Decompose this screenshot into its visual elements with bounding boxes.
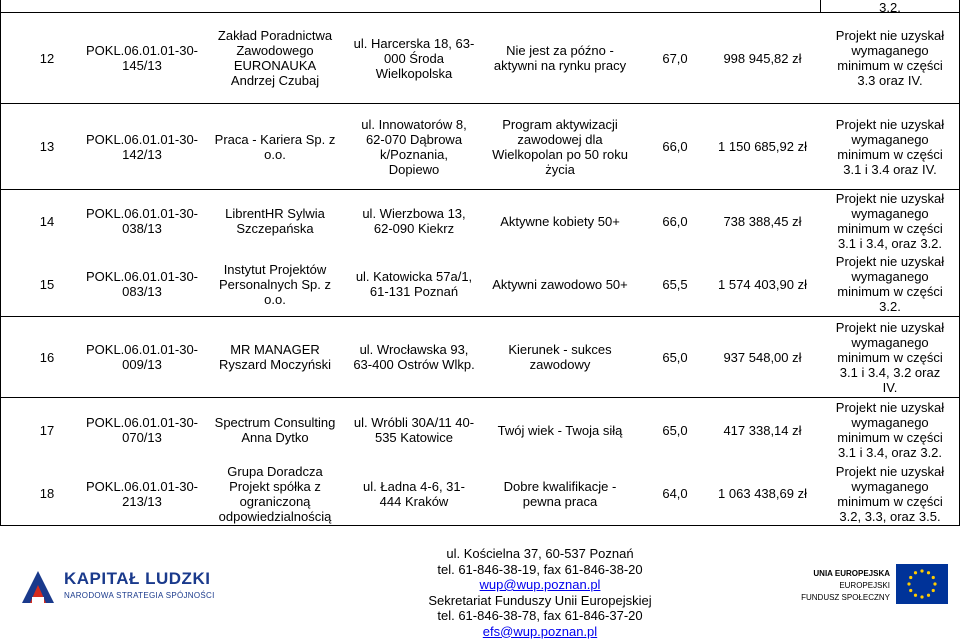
cell-adres: ul. Wrocławska 93, 63-400 Ostrów Wlkp. bbox=[345, 342, 483, 372]
table-row bbox=[0, 462, 960, 525]
cell-kod: POKL.06.01.01-30- 142/13 bbox=[78, 132, 206, 162]
kapital-ludzki-subtitle: NARODOWA STRATEGIA SPÓJNOŚCI bbox=[64, 591, 215, 600]
footer-email-efs[interactable]: efs@wup.poznan.pl bbox=[330, 624, 750, 639]
cell-beneficjent: MR MANAGER Ryszard Moczyński bbox=[205, 342, 345, 372]
eu-logo-line1: UNIA EUROPEJSKA bbox=[800, 568, 890, 580]
cell-uwagi: Projekt nie uzyskał wymaganego minimum w części 3.3 oraz IV. bbox=[820, 28, 960, 88]
kapital-ludzki-logo bbox=[18, 565, 248, 610]
cell-punkty: 64,0 bbox=[640, 486, 710, 501]
cell-kod: POKL.06.01.01-30- 009/13 bbox=[78, 342, 206, 372]
cell-uwagi: Projekt nie uzyskał wymaganego minimum w części 3.1 i 3.4, 3.2 oraz IV. bbox=[820, 320, 960, 395]
cell-kod: POKL.06.01.01-30- 070/13 bbox=[78, 415, 206, 445]
eu-logo-line3: FUNDUSZ SPOŁECZNY bbox=[800, 592, 890, 604]
cell-adres: ul. Wierzbowa 13, 62-090 Kiekrz bbox=[345, 206, 483, 236]
cell-kwota: 738 388,45 zł bbox=[705, 214, 820, 229]
cell-lp: 18 bbox=[30, 486, 64, 501]
eu-logo-line2: EUROPEJSKI bbox=[800, 580, 890, 592]
table-row bbox=[0, 104, 960, 189]
kapital-ludzki-title: KAPITAŁ LUDZKI bbox=[64, 569, 210, 589]
table-row bbox=[0, 252, 960, 316]
footer-line4: tel. 61-846-38-78, fax 61-846-37-20 bbox=[330, 608, 750, 624]
cell-kod: POKL.06.01.01-30- 213/13 bbox=[78, 479, 206, 509]
cell-lp: 13 bbox=[30, 139, 64, 154]
eu-logo bbox=[800, 562, 950, 612]
cell-beneficjent: Zakład Poradnictwa Zawodowego EURONAUKA Andrzej Czubaj bbox=[205, 28, 345, 88]
eu-star-icon bbox=[907, 582, 910, 585]
cell-kwota: 1 574 403,90 zł bbox=[705, 277, 820, 292]
cell-adres: ul. Innowatorów 8, 62-070 Dąbrowa k/Poznania, Dopiewo bbox=[345, 117, 483, 177]
header-divider bbox=[820, 0, 821, 12]
cell-uwagi: Projekt nie uzyskał wymaganego minimum w części 3.2, 3.3, oraz 3.5. bbox=[820, 464, 960, 524]
cell-punkty: 67,0 bbox=[640, 51, 710, 66]
cell-kod: POKL.06.01.01-30- 083/13 bbox=[78, 269, 206, 299]
cell-adres: ul. Harcerska 18, 63- 000 Środa Wielkopolska bbox=[345, 36, 483, 81]
header-fragment: 3.2. bbox=[860, 0, 920, 15]
cell-beneficjent: Praca - Kariera Sp. z o.o. bbox=[205, 132, 345, 162]
eu-star-icon bbox=[933, 582, 936, 585]
footer-line2: tel. 61-846-38-19, fax 61-846-38-20 bbox=[330, 562, 750, 578]
eu-star-icon bbox=[914, 571, 917, 574]
table-row bbox=[0, 317, 960, 397]
cell-uwagi: Projekt nie uzyskał wymaganego minimum w części 3.1 i 3.4, oraz 3.2. bbox=[820, 400, 960, 460]
cell-tytul: Twój wiek - Twoja siłą bbox=[480, 423, 640, 438]
eu-star-icon bbox=[909, 576, 912, 579]
footer-email-wup[interactable]: wup@wup.poznan.pl bbox=[330, 577, 750, 593]
cell-tytul: Program aktywizacji zawodowej dla Wielkopolan po 50 roku życia bbox=[480, 117, 640, 177]
cell-punkty: 65,0 bbox=[640, 350, 710, 365]
cell-kod: POKL.06.01.01-30- 145/13 bbox=[78, 43, 206, 73]
eu-star-icon bbox=[932, 576, 935, 579]
cell-uwagi: Projekt nie uzyskał wymaganego minimum w części 3.1 i 3.4 oraz IV. bbox=[820, 117, 960, 177]
kapital-ludzki-emblem-icon bbox=[18, 567, 58, 607]
cell-adres: ul. Wróbli 30A/11 40- 535 Katowice bbox=[345, 415, 483, 445]
cell-uwagi: Projekt nie uzyskał wymaganego minimum w części 3.1 i 3.4, oraz 3.2. bbox=[820, 191, 960, 251]
table-row bbox=[0, 13, 960, 103]
cell-tytul: Kierunek - sukces zawodowy bbox=[480, 342, 640, 372]
cell-lp: 12 bbox=[30, 51, 64, 66]
cell-tytul: Dobre kwalifikacje - pewna praca bbox=[480, 479, 640, 509]
cell-kwota: 937 548,00 zł bbox=[705, 350, 820, 365]
cell-adres: ul. Ładna 4-6, 31- 444 Kraków bbox=[345, 479, 483, 509]
table-line-bottom bbox=[0, 525, 960, 526]
eu-star-icon bbox=[909, 589, 912, 592]
eu-star-icon bbox=[927, 594, 930, 597]
eu-flag-icon bbox=[896, 564, 948, 604]
cell-kod: POKL.06.01.01-30- 038/13 bbox=[78, 206, 206, 236]
eu-star-icon bbox=[920, 569, 923, 572]
cell-kwota: 1 150 685,92 zł bbox=[705, 139, 820, 154]
cell-tytul: Nie jest za późno - aktywni na rynku pracy bbox=[480, 43, 640, 73]
cell-lp: 14 bbox=[30, 214, 64, 229]
footer-line1: ul. Kościelna 37, 60-537 Poznań bbox=[330, 546, 750, 562]
cell-punkty: 65,0 bbox=[640, 423, 710, 438]
eu-logo-text bbox=[800, 568, 890, 604]
cell-lp: 17 bbox=[30, 423, 64, 438]
table-row bbox=[0, 398, 960, 462]
eu-star-icon bbox=[920, 595, 923, 598]
cell-tytul: Aktywne kobiety 50+ bbox=[480, 214, 640, 229]
cell-beneficjent: Spectrum Consulting Anna Dytko bbox=[205, 415, 345, 445]
eu-star-icon bbox=[927, 571, 930, 574]
cell-kwota: 998 945,82 zł bbox=[705, 51, 820, 66]
footer-address bbox=[330, 546, 750, 639]
cell-lp: 16 bbox=[30, 350, 64, 365]
cell-punkty: 66,0 bbox=[640, 139, 710, 154]
cell-punkty: 66,0 bbox=[640, 214, 710, 229]
footer-line3: Sekretariat Funduszy Unii Europejskiej bbox=[330, 593, 750, 609]
cell-beneficjent: Instytut Projektów Personalnych Sp. z o.o. bbox=[205, 262, 345, 307]
cell-kwota: 417 338,14 zł bbox=[705, 423, 820, 438]
eu-star-icon bbox=[932, 589, 935, 592]
cell-uwagi: Projekt nie uzyskał wymaganego minimum w części 3.2. bbox=[820, 254, 960, 314]
cell-beneficjent: Grupa Doradcza Projekt spółka z ograniczoną odpowiedzialnością bbox=[205, 464, 345, 524]
cell-kwota: 1 063 438,69 zł bbox=[705, 486, 820, 501]
cell-punkty: 65,5 bbox=[640, 277, 710, 292]
eu-star-icon bbox=[914, 594, 917, 597]
cell-beneficjent: LibrentHR Sylwia Szczepańska bbox=[205, 206, 345, 236]
cell-tytul: Aktywni zawodowo 50+ bbox=[480, 277, 640, 292]
table-row bbox=[0, 190, 960, 252]
cell-lp: 15 bbox=[30, 277, 64, 292]
cell-adres: ul. Katowicka 57a/1, 61-131 Poznań bbox=[345, 269, 483, 299]
